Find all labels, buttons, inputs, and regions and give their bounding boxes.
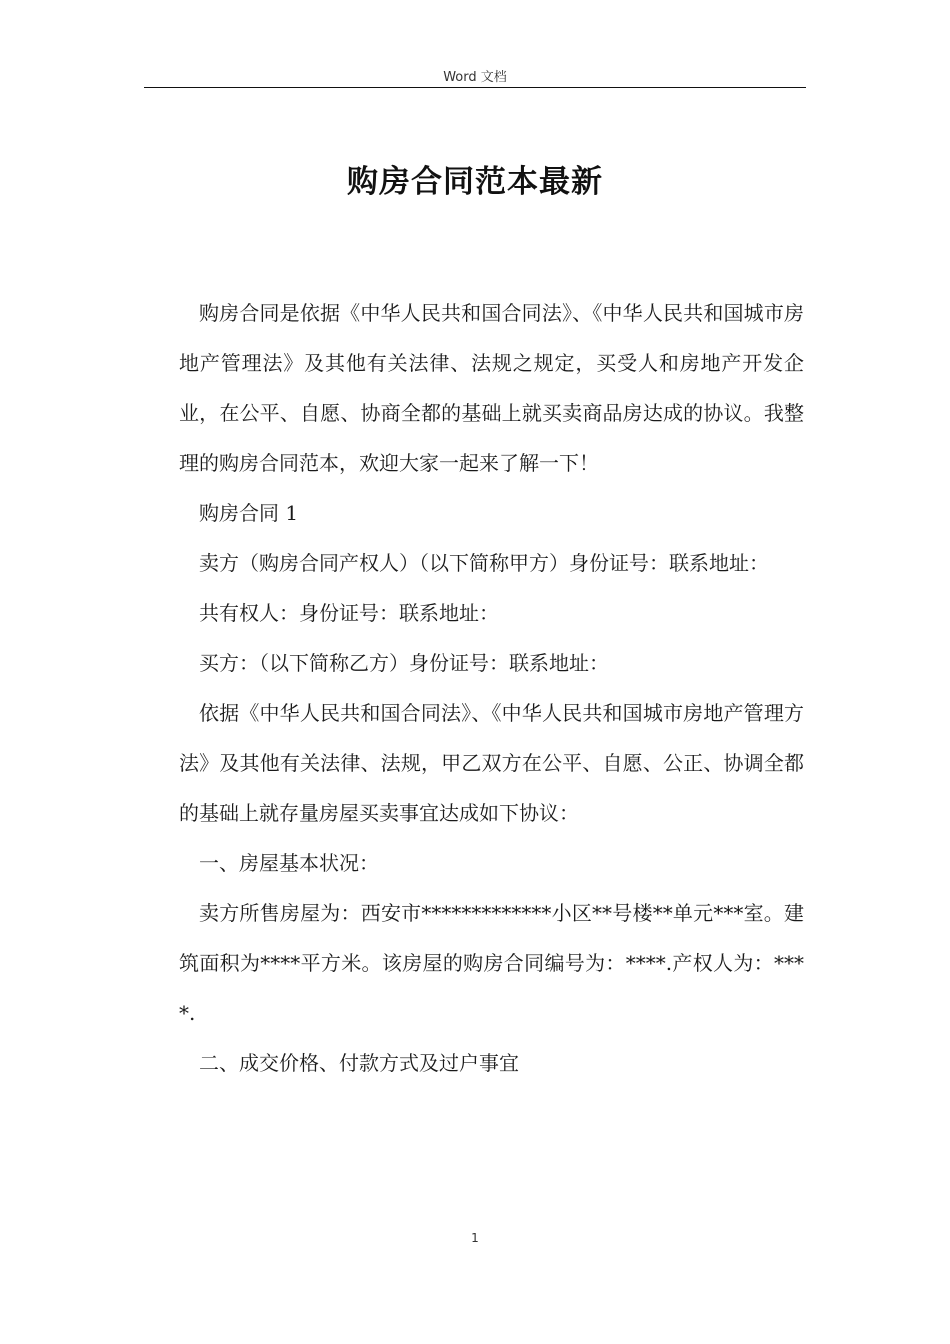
paragraph-seller: 卖方（购房合同产权人）（以下简称甲方）身份证号：联系地址： xyxy=(199,551,769,575)
paragraph-property-details: 卖方所售房屋为：西安市*************小区**号楼**单元***室。建筑面积为****平方米。该房屋的购房合同编号为：****.产权人为：****. xyxy=(179,901,804,1025)
paragraph-buyer: 买方：（以下简称乙方）身份证号：联系地址： xyxy=(199,651,609,675)
document-title: 购房合同范本最新 xyxy=(347,164,603,200)
paragraph-co-owner: 共有权人：身份证号：联系地址： xyxy=(199,601,499,625)
paragraph-clause-1-heading: 一、房屋基本状况： xyxy=(199,851,379,875)
paragraph-section-heading: 购房合同 1 xyxy=(199,501,299,525)
document-body xyxy=(179,288,804,1088)
paragraph-legal-basis: 依据《中华人民共和国合同法》、《中华人民共和国城市房地产管理方法》及其他有关法律、法规，甲乙双方在公平、自愿、公正、协调全都的基础上就存量房屋买卖事宜达成如下协议： xyxy=(179,701,804,825)
page-header: Word 文档 xyxy=(443,70,507,85)
header-divider xyxy=(144,87,806,88)
page-number: 1 xyxy=(471,1231,479,1245)
paragraph-clause-2-heading: 二、成交价格、付款方式及过户事宜 xyxy=(199,1051,519,1075)
paragraph-intro: 购房合同是依据《中华人民共和国合同法》、《中华人民共和国城市房地产管理法》及其他有关法律、法规之规定，买受人和房地产开发企业，在公平、自愿、协商全都的基础上就买卖商品房达成的协议。我整理的购房合同范本，欢迎大家一起来了解一下！ xyxy=(179,301,804,475)
